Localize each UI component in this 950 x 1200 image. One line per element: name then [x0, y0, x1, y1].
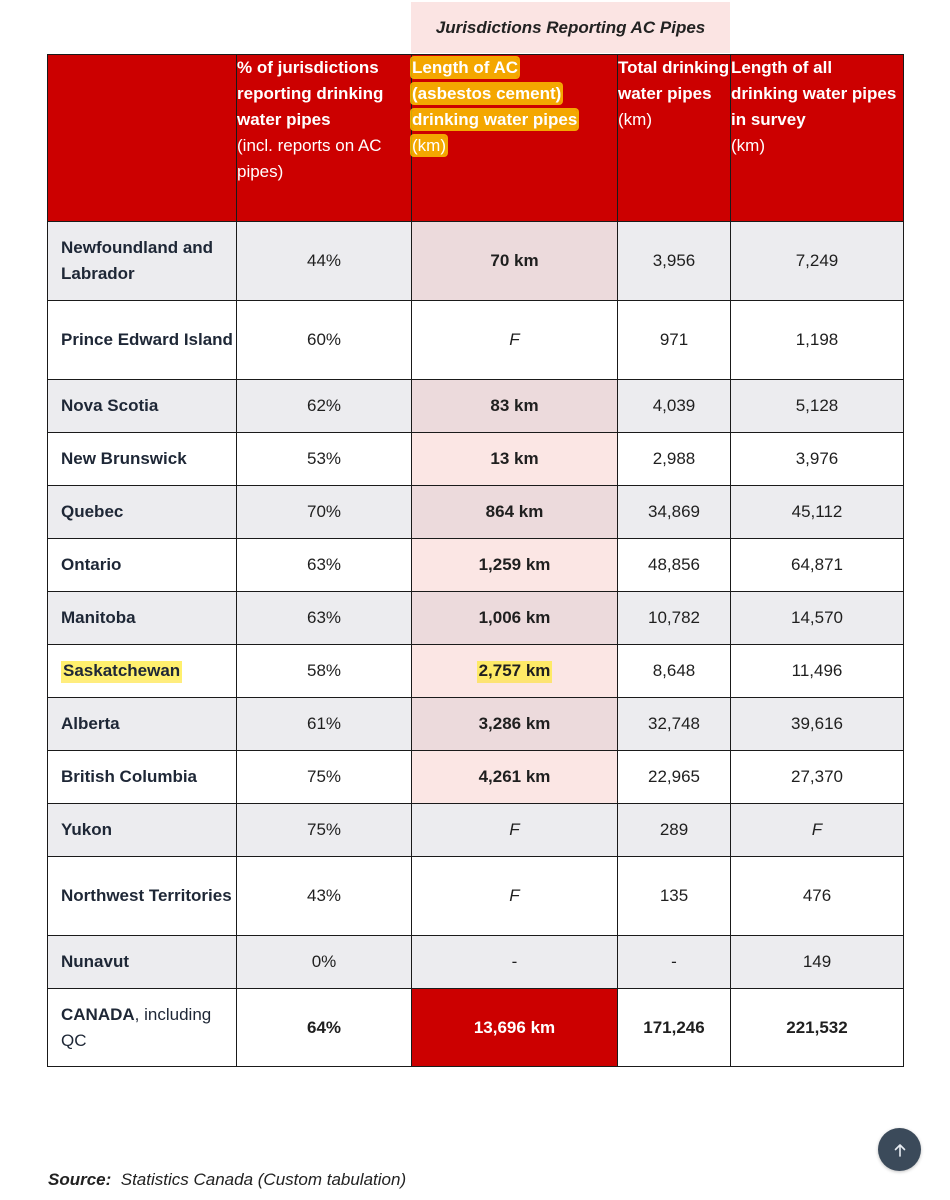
- jurisdiction-name: [48, 645, 237, 698]
- total-cell: 135: [618, 857, 731, 936]
- header-pct-title: % of jurisdictions reporting drinking water pipes: [237, 58, 384, 129]
- all-cell: 149: [731, 936, 904, 989]
- ac-length-cell: 864 km: [412, 486, 618, 539]
- table-row: [48, 936, 904, 989]
- ac-length-cell: 3,286 km: [412, 698, 618, 751]
- total-all-cell: 221,532: [731, 989, 904, 1067]
- pct-cell: 75%: [237, 804, 412, 857]
- total-cell: 4,039: [618, 380, 731, 433]
- header-total-unit: (km): [618, 110, 652, 129]
- jurisdiction-name: Yukon: [48, 804, 237, 857]
- header-jurisdiction: [48, 55, 237, 222]
- header-ac-line2: (asbestos cement): [412, 84, 562, 103]
- all-cell: 5,128: [731, 380, 904, 433]
- source-label: Source:: [48, 1170, 112, 1189]
- header-all: [731, 55, 904, 222]
- scroll-to-top-button[interactable]: [878, 1128, 921, 1171]
- pct-cell: 62%: [237, 380, 412, 433]
- all-cell: 1,198: [731, 301, 904, 380]
- pct-cell: 58%: [237, 645, 412, 698]
- all-cell: 7,249: [731, 222, 904, 301]
- total-cell: 8,648: [618, 645, 731, 698]
- jurisdiction-name: Manitoba: [48, 592, 237, 645]
- total-cell: 32,748: [618, 698, 731, 751]
- pct-cell: 75%: [237, 751, 412, 804]
- header-ac-unit: (km): [412, 136, 446, 155]
- pct-cell: 63%: [237, 539, 412, 592]
- total-name-rest: , including QC: [61, 1004, 212, 1050]
- header-total-title: Total drinking water pipes: [618, 58, 730, 103]
- total-name: [48, 989, 237, 1067]
- header-pct: [237, 55, 412, 222]
- ac-length-cell: 1,006 km: [412, 592, 618, 645]
- table-row: [48, 486, 904, 539]
- table-row: [48, 698, 904, 751]
- ac-length-cell: F: [412, 857, 618, 936]
- all-cell: 476: [731, 857, 904, 936]
- table-row-highlighted: [48, 645, 904, 698]
- all-cell: 45,112: [731, 486, 904, 539]
- pct-cell: 53%: [237, 433, 412, 486]
- total-row: [48, 989, 904, 1067]
- table-row: [48, 804, 904, 857]
- total-cell: -: [618, 936, 731, 989]
- total-name-bold: CANADA: [61, 1004, 135, 1024]
- total-cell: 34,869: [618, 486, 731, 539]
- total-total-cell: 171,246: [618, 989, 731, 1067]
- table-row: [48, 433, 904, 486]
- pct-cell: 61%: [237, 698, 412, 751]
- ac-length-cell: 70 km: [412, 222, 618, 301]
- pct-cell: 63%: [237, 592, 412, 645]
- total-cell: 971: [618, 301, 731, 380]
- source-text: Statistics Canada (Custom tabulation): [120, 1170, 407, 1189]
- ac-length-cell: F: [412, 301, 618, 380]
- ac-length-cell: -: [412, 936, 618, 989]
- total-cell: 22,965: [618, 751, 731, 804]
- pct-cell: 60%: [237, 301, 412, 380]
- total-ac-length-cell: 13,696 km: [412, 989, 618, 1067]
- all-cell: 3,976: [731, 433, 904, 486]
- ac-length-cell: [412, 645, 618, 698]
- total-cell: 2,988: [618, 433, 731, 486]
- table-row: [48, 857, 904, 936]
- table-row: [48, 301, 904, 380]
- jurisdiction-name: Quebec: [48, 486, 237, 539]
- total-cell: 289: [618, 804, 731, 857]
- ac-length-cell: 1,259 km: [412, 539, 618, 592]
- all-cell: 64,871: [731, 539, 904, 592]
- pct-cell: 70%: [237, 486, 412, 539]
- header-pct-note: (incl. reports on AC pipes): [237, 136, 382, 181]
- pct-cell: 44%: [237, 222, 412, 301]
- pipes-table: [47, 54, 904, 1067]
- table-row: [48, 222, 904, 301]
- ac-length-cell: 4,261 km: [412, 751, 618, 804]
- all-cell: 39,616: [731, 698, 904, 751]
- jurisdiction-name: Northwest Territories: [48, 857, 237, 936]
- ac-length-cell: 13 km: [412, 433, 618, 486]
- table-row: [48, 380, 904, 433]
- total-cell: 3,956: [618, 222, 731, 301]
- all-cell: 27,370: [731, 751, 904, 804]
- group-header: Jurisdictions Reporting AC Pipes: [411, 2, 730, 53]
- source-note: [48, 1170, 406, 1190]
- header-row: [48, 55, 904, 222]
- ac-length-cell: F: [412, 804, 618, 857]
- jurisdiction-name: Nova Scotia: [48, 380, 237, 433]
- table-row: [48, 751, 904, 804]
- all-cell: F: [731, 804, 904, 857]
- table-row: [48, 539, 904, 592]
- highlighted-ac-value: 2,757 km: [478, 661, 551, 680]
- header-ac-line3: drinking water pipes: [412, 110, 578, 129]
- all-cell: 14,570: [731, 592, 904, 645]
- pct-cell: 0%: [237, 936, 412, 989]
- header-total: [618, 55, 731, 222]
- header-ac-line1: Length of AC: [412, 58, 519, 77]
- total-cell: 48,856: [618, 539, 731, 592]
- jurisdiction-name: Ontario: [48, 539, 237, 592]
- header-all-unit: (km): [731, 136, 765, 155]
- total-pct-cell: 64%: [237, 989, 412, 1067]
- pct-cell: 43%: [237, 857, 412, 936]
- jurisdiction-name: British Columbia: [48, 751, 237, 804]
- all-cell: 11,496: [731, 645, 904, 698]
- jurisdiction-name: Nunavut: [48, 936, 237, 989]
- total-cell: 10,782: [618, 592, 731, 645]
- jurisdiction-name: New Brunswick: [48, 433, 237, 486]
- header-ac-length: [412, 55, 618, 222]
- table-row: [48, 592, 904, 645]
- highlighted-name: Saskatchewan: [63, 661, 181, 680]
- jurisdiction-name: Alberta: [48, 698, 237, 751]
- arrow-up-icon: [891, 1141, 909, 1159]
- jurisdiction-name: Newfoundland and Labrador: [48, 222, 237, 301]
- header-all-title: Length of all drinking water pipes in survey: [731, 58, 897, 129]
- jurisdiction-name: Prince Edward Island: [48, 301, 237, 380]
- ac-length-cell: 83 km: [412, 380, 618, 433]
